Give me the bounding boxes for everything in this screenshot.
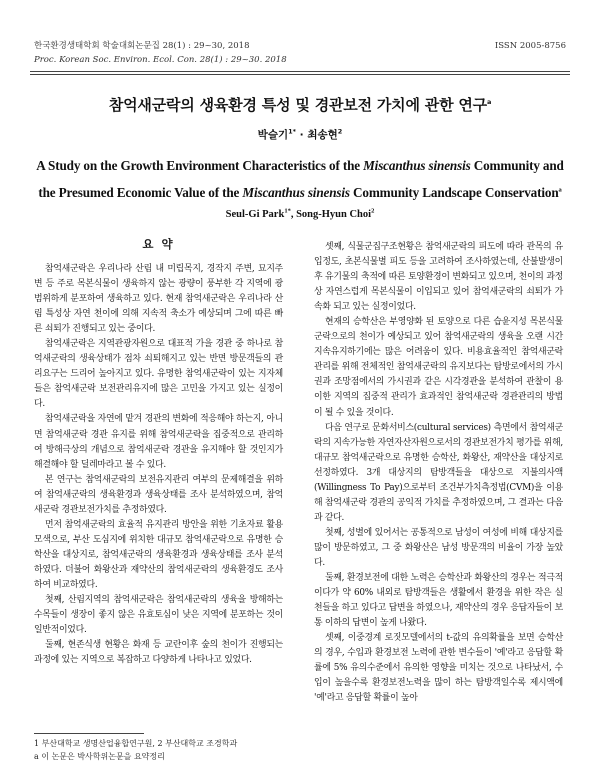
right-column	[314, 240, 563, 706]
journal-name-ko: 한국환경생태학회 학술대회논문집 28(1) : 29~30, 2018	[34, 41, 250, 51]
left-paragraph-2: 참억새군락은 지역관광자원으로 대표적 가을 경관 중 하나로 참억새군락의 생육상태가 점차 쇠퇴해지고 있는 반면 방문객들의 관리요구는 드리어 높아지고 있다. 유명한 참억새군락이 있는 지자체들은 참억새군락 보전관리유지에 많은 고민을 가지고 있는 실정이다.	[34, 339, 283, 410]
left-paragraph-5: 먼저 참억새군락의 효율적 유지관리 방안을 위한 기초자료 활용 모색으로, 부산 도심지에 위치한 대규모 참억새군락으로 유명한 승학산을 대상지로, 참억새군락의 생육환경과 생육상태를 조사 분석하였다. 더불어 화왕산과 재약산의 참억새군락의 생육환경도 조사하여 비교하였다.	[34, 519, 283, 590]
right-paragraph-1: 셋째, 식물군집구조현황은 참억새군락의 피도에 따라 관목의 유입정도, 초본식물별 피도 등을 고려하여 조사하였는데, 산불발생이후 유기물의 축적에 따른 토양환경이 변화되고 있으며, 천이의 과정상 자연스럽게 목본식물이 이입되고 있어 참억새군락의 쇠퇴가 가속화 되고 있는 실정이었다.	[314, 242, 563, 313]
right-paragraph-6: 셋째, 이중경계 로짓모델에서의 t-값의 유의확률을 보면 승학산의 경우, 수입과 환경보전 노력에 관한 변수들이 '예'라고 응답할 확률에 5% 유의수준에서 유의한 영향을 미치는 것으로 나타났서, 수입이 높을수록 환경보전노력을 많이 하는 탐방객일수록 제시액에 '예'라고 응답할 확률이 높아	[314, 633, 563, 704]
author-ko-1-sup: 1*	[288, 127, 297, 136]
title-en	[30, 154, 570, 204]
right-paragraph-2: 현재의 승학산은 부영양화 된 토양으로 다른 습윤지성 목본식물군락으로의 천이가 예상되고 있어 참억새군락의 생육을 오랜 시간 지속유지하기에는 많은 어려움이 있다. 비용효율적인 참억새군락 관리를 위해 전체적인 참억새군락의 유지보다는 탐방로에서의 가시권과 조망점에서의 가시권과 같은 시각경관을 분석하여 관찰이 용이한 지역의 집중적 관리가 효과적인 참억새군락 경관관리의 방법이 될 수 있을 것이다.	[314, 317, 563, 418]
author-ko-2: 최송현	[307, 129, 338, 141]
title-en-line1-pre: A Study on the Growth Environment Characteristics of the	[36, 158, 364, 173]
footnote-affiliations: 1 부산대학교 생명산업융합연구원, 2 부산대학교 조경학과	[34, 739, 238, 748]
left-paragraph-7: 둘째, 현존식생 현황은 화재 등 교란이후 숲의 천이가 진행되는 과정에 있는 지역으로 복잡하고 다양하게 나타나고 있었다.	[34, 640, 283, 666]
title-en-line2-post: Community Landscape Conservation	[349, 185, 559, 200]
title-en-line1-post: Community and	[470, 158, 564, 173]
left-paragraph-4: 본 연구는 참억새군락의 보전유지관리 여부의 문제해결을 위하여 참억새군락의 생육환경과 생육상태를 조사 분석하였으며, 참억새군락 경관보전가치를 추정하였다.	[34, 474, 283, 515]
footnotes	[34, 737, 237, 763]
right-paragraph-5: 둘째, 환경보전에 대한 노력은 승학산과 화왕산의 경우는 적극적이다가 약 60% 내외로 탐방객들은 생활에서 환경을 위한 작은 실천들을 하고 있다고 답변을 하였으나, 재약산의 경우 응답자들이 보통 이하의 답변이 높게 나왔다.	[314, 573, 563, 629]
author-en-2: Song-Hyun Choi	[296, 209, 372, 220]
title-ko	[0, 94, 600, 115]
right-paragraph-3: 다음 연구로 문화서비스(cultural services) 측면에서 참억새군락의 지속가능한 자연자산자원으로서의 경관보전가치 평가를 위해, 대규모 참억새군락으로 유명한 승학산, 화왕산, 재약산을 대상지로 선정하였다. 3개 대상지의 탐방객들을 대상으로 지불의사액(Willingness To Pay)으로부터 조건부가치측정법(CVM)을 이용해 참억새군락 경관의 공익적 가치를 추정하였으며, 그 결과는 다음과 같다.	[314, 422, 563, 523]
author-ko-2-sup: 2	[337, 127, 343, 136]
title-en-sup: a	[558, 186, 562, 194]
title-ko-sup: a	[486, 98, 492, 106]
title-en-line2-species: Miscanthus sinensis	[242, 185, 350, 200]
header-rule-2	[30, 74, 570, 75]
authors-en	[0, 209, 600, 220]
title-en-line2	[30, 181, 570, 204]
abstract-heading: 요 약	[142, 237, 175, 251]
title-en-line2-pre: the Presumed Economic Value of the	[38, 185, 243, 200]
author-en-1: Seul-Gi Park	[225, 209, 285, 220]
left-paragraph-3: 참억새군락을 자연에 맡겨 경관의 변화에 적응해야 하는지, 아니면 참억새군락 경관 유지를 위해 참억새군락을 집중적으로 관리하여 방해극상의 개념으로 참억새군락 경관을 유지해야 할 것인지가 해결해야 할 딜레마라고 볼 수 있다.	[34, 414, 283, 470]
author-en-2-sup: 2	[371, 207, 375, 215]
author-en-sep: ,	[290, 209, 297, 220]
title-en-line1	[30, 154, 570, 177]
header-rule	[30, 71, 570, 72]
left-paragraph-6: 첫째, 산림지역의 참억새군락은 참억새군락의 생육을 방해하는 수목들이 생장이 좋지 않은 유효토심이 낮은 지역에 분포하는 것이 일반적이었다.	[34, 595, 283, 636]
author-ko-sep: ·	[296, 129, 308, 141]
author-ko-1: 박슬기	[257, 129, 289, 141]
left-paragraph-1: 참억새군락은 우리나라 산림 내 미립목지, 경작지 주변, 묘지주변 등 주로 목본식물이 생육하지 않는 광량이 풍부한 각 지역에 광범위하게 분포하여 생육하고 있다. 현재 참억새군락은 우리나라 산림 특성상 자연 천이에 의해 지속적 축소가 예상되며 그에 따른 빠른 쇠퇴가 진행되고 있는 중이다.	[34, 264, 283, 335]
footnote-rule	[34, 733, 144, 734]
journal-name-en: Proc. Korean Soc. Environ. Ecol. Con. 28(1) : 29~30. 2018	[34, 55, 287, 65]
authors-ko	[0, 127, 600, 142]
left-column	[34, 262, 283, 668]
issn: ISSN 2005-8756	[494, 41, 566, 51]
author-en-1-sup: 1*	[284, 207, 291, 215]
footnote-dissertation: a 이 논문은 박사학위논문을 요약정리	[34, 752, 165, 761]
title-ko-text: 참억새군락의 생육환경 특성 및 경관보전 가치에 관한 연구	[108, 96, 487, 114]
right-paragraph-4: 첫째, 성별에 있어서는 공통적으로 남성이 여성에 비해 대상지를 많이 방문하였고, 그 중 화왕산은 남성 방문객의 비율이 가장 높았다.	[314, 527, 563, 568]
title-en-line1-species: Miscanthus sinensis	[363, 158, 471, 173]
